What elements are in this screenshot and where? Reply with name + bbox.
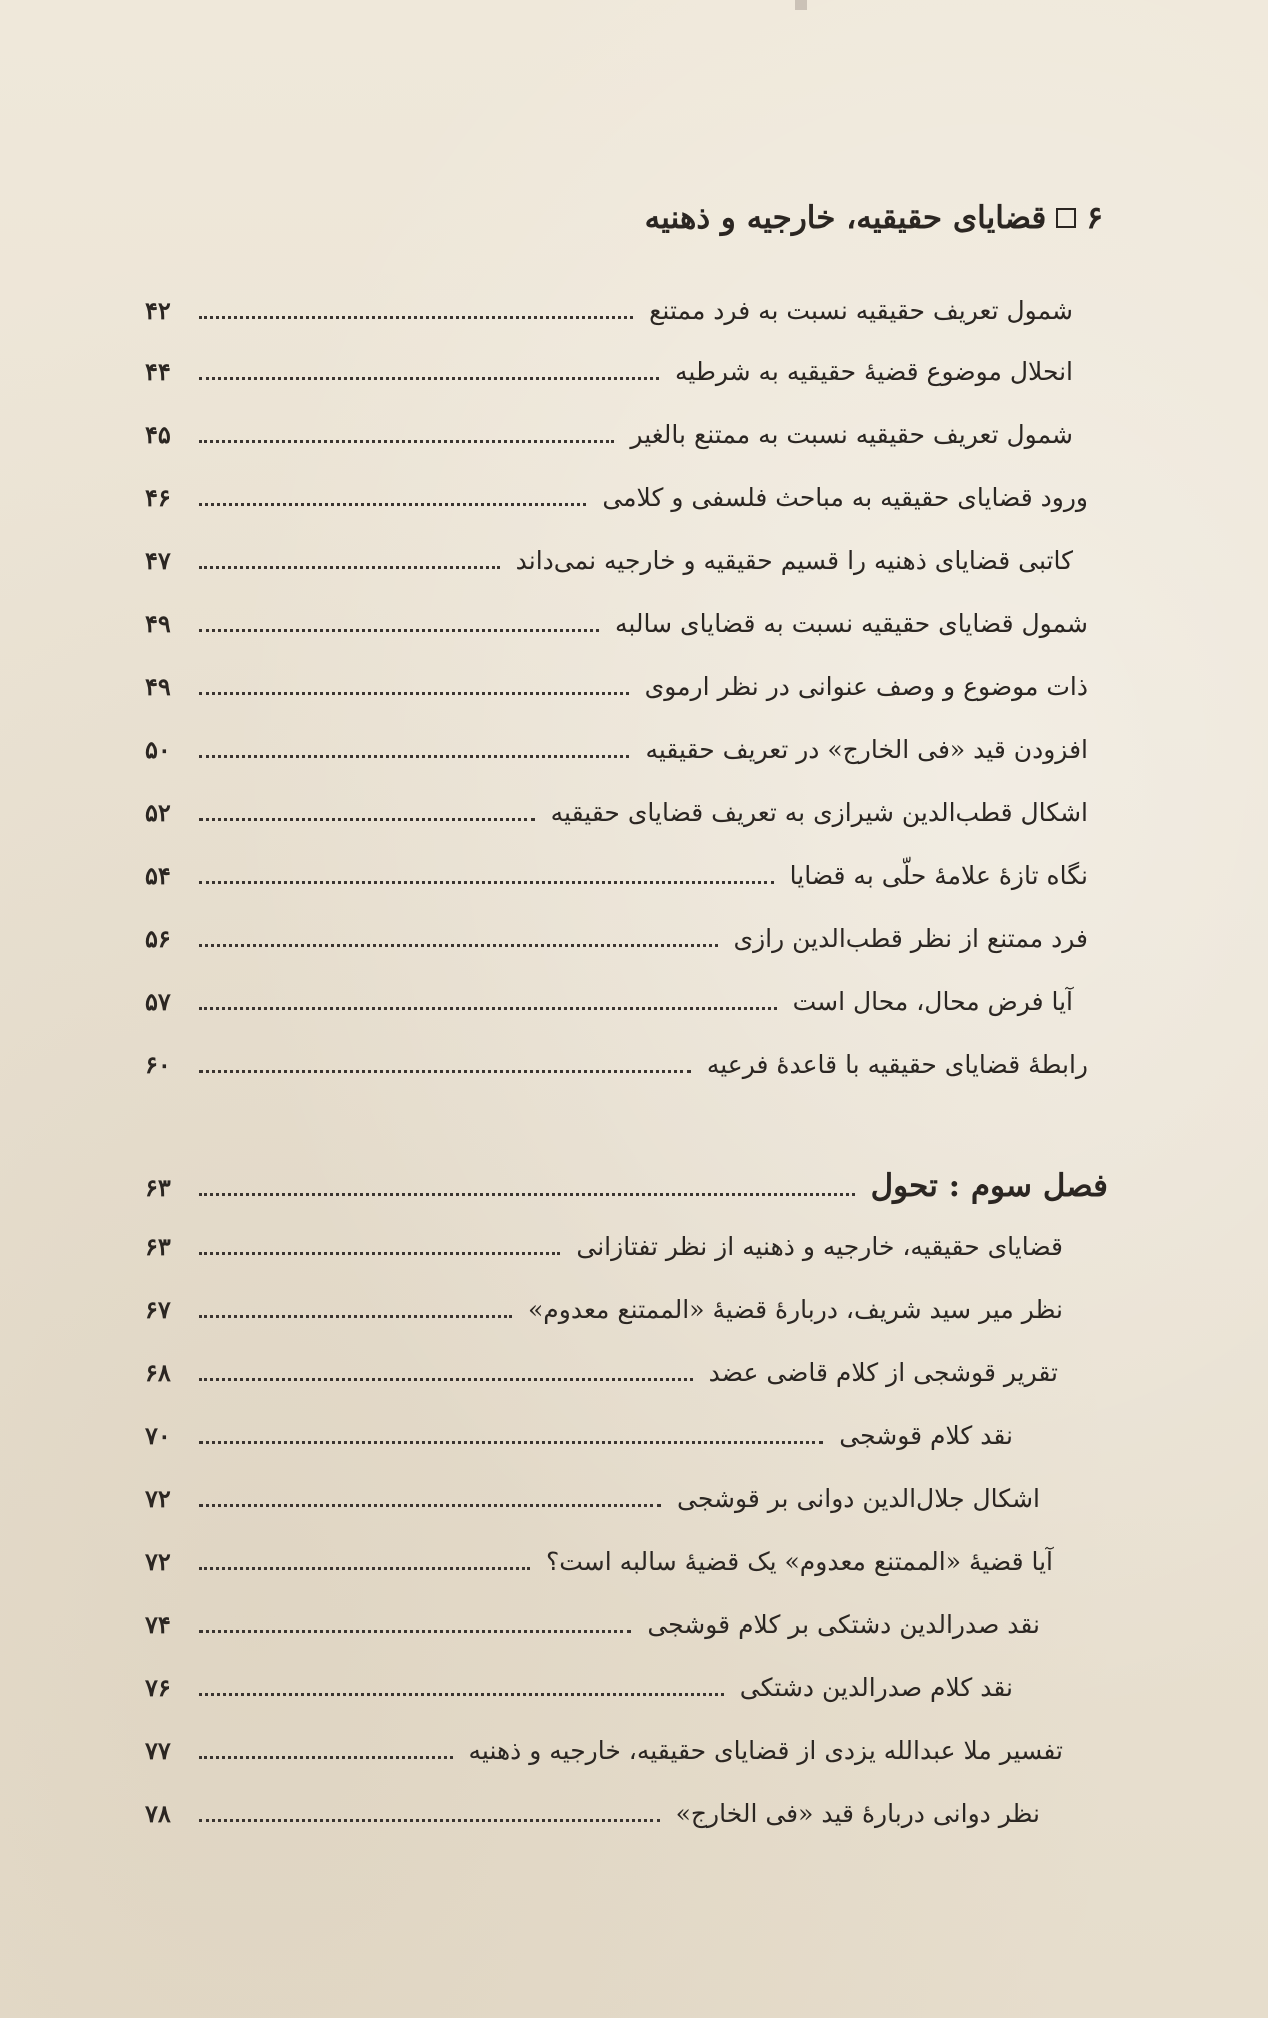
dot-leader xyxy=(199,1251,560,1255)
toc-entry xyxy=(145,1799,1040,1839)
toc-entry xyxy=(145,924,1088,964)
toc-entry xyxy=(145,609,1088,649)
toc-entry-page: ۶۷ xyxy=(145,1295,171,1324)
toc-entry-page: ۴۴ xyxy=(145,357,171,386)
toc-entry-title: نقد کلام قوشجی xyxy=(839,1421,1013,1450)
toc-entry-title: شمول تعریف حقیقیه نسبت به فرد ممتنع xyxy=(649,296,1073,325)
toc-entry-title: افزودن قید «فی الخارج» در تعریف حقیقیه xyxy=(645,735,1088,764)
toc-entry xyxy=(145,1295,1063,1335)
toc-chapter-heading xyxy=(145,1168,1108,1208)
toc-entry-title: کاتبی قضایای ذهنیه را قسیم حقیقیه و خارجیه نمی‌داند xyxy=(515,546,1073,575)
toc-entry-title: تفسیر ملا عبدالله یزدی از قضایای حقیقیه، خارجیه و ذهنیه xyxy=(468,1736,1063,1765)
toc-entry-page: ۷۲ xyxy=(145,1484,171,1513)
chapter-title: فصل سوم : تحول xyxy=(870,1168,1108,1204)
toc-entry xyxy=(145,987,1073,1027)
square-outline-icon xyxy=(1056,208,1076,228)
header-book-title: قضایای حقیقیه، خارجیه و ذهنیه xyxy=(644,200,1047,236)
dot-leader xyxy=(199,1629,631,1633)
dot-leader xyxy=(199,1192,855,1196)
toc-entry-title: اشکال قطب‌الدین شیرازی به تعریف قضایای حقیقیه xyxy=(550,798,1088,827)
toc-entry-page: ۴۹ xyxy=(145,609,171,638)
dot-leader xyxy=(199,1503,661,1507)
toc-entry-page: ۶۳ xyxy=(145,1232,171,1261)
toc-entry xyxy=(145,735,1088,775)
toc-entry-page: ۶۸ xyxy=(145,1358,171,1387)
toc-entry-title: شمول تعریف حقیقیه نسبت به ممتنع بالغیر xyxy=(630,420,1073,449)
chapter-page: ۶۳ xyxy=(145,1173,171,1202)
dot-leader xyxy=(199,1440,823,1444)
toc-entry-page: ۷۷ xyxy=(145,1736,171,1765)
dot-leader xyxy=(199,439,614,443)
toc-entry xyxy=(145,546,1073,586)
toc-entry-page: ۷۶ xyxy=(145,1673,171,1702)
toc-entry xyxy=(145,798,1088,838)
dot-leader xyxy=(199,1692,724,1696)
toc-entry xyxy=(145,1484,1040,1524)
toc-entry xyxy=(145,1610,1040,1650)
dot-leader xyxy=(199,1566,530,1570)
dot-leader xyxy=(199,1818,660,1822)
toc-entry-title: آیا فرض محال، محال است xyxy=(792,987,1073,1016)
dot-leader xyxy=(199,754,629,758)
toc-entry-page: ۴۶ xyxy=(145,483,171,512)
toc-entry xyxy=(145,1673,1013,1713)
toc-entry-page: ۵۰ xyxy=(145,735,171,764)
toc-entry-page: ۷۴ xyxy=(145,1610,171,1639)
toc-entry xyxy=(145,1736,1063,1776)
toc-entry-page: ۵۲ xyxy=(145,798,171,827)
toc-entry-page: ۷۰ xyxy=(145,1421,171,1450)
toc-entry-page: ۶۰ xyxy=(145,1050,171,1079)
toc-entry xyxy=(145,1547,1053,1587)
toc-entry-title: قضایای حقیقیه، خارجیه و ذهنیه از نظر تفتازانی xyxy=(576,1232,1063,1261)
dot-leader xyxy=(199,817,535,821)
toc-entry xyxy=(145,861,1088,901)
toc-entry-title: ذات موضوع و وصف عنوانی در نظر ارموی xyxy=(644,672,1088,701)
toc-entry xyxy=(145,1421,1013,1461)
dot-leader xyxy=(199,1069,691,1073)
toc-entry-title: تقریر قوشجی از کلام قاضی عضد xyxy=(708,1358,1058,1387)
running-header xyxy=(645,200,1103,236)
toc-entry xyxy=(145,672,1088,712)
dot-leader xyxy=(199,502,586,506)
toc-entry-title: نظر میر سید شریف، دربارهٔ قضیهٔ «الممتنع معدوم» xyxy=(528,1295,1063,1324)
toc-entry-page: ۵۶ xyxy=(145,924,171,953)
toc-entry-title: آیا قضیهٔ «الممتنع معدوم» یک قضیهٔ سالبه است؟ xyxy=(545,1547,1053,1576)
toc-entry-title: نقد کلام صدرالدین دشتکی xyxy=(739,1673,1013,1702)
dot-leader xyxy=(199,376,659,380)
dot-leader xyxy=(199,1377,693,1381)
toc-entry-page: ۵۴ xyxy=(145,861,171,890)
dot-leader xyxy=(199,1755,453,1759)
toc-entry-page: ۷۲ xyxy=(145,1547,171,1576)
toc-entry-title: رابطهٔ قضایای حقیقیه با قاعدهٔ فرعیه xyxy=(706,1050,1088,1079)
toc-entry-page: ۴۷ xyxy=(145,546,171,575)
dot-leader xyxy=(199,691,629,695)
toc-entry-title: نظر دوانی دربارهٔ قید «فی الخارج» xyxy=(675,1799,1040,1828)
toc-entry-title: نگاه تازهٔ علامهٔ حلّی به قضایا xyxy=(789,861,1088,890)
toc-entry-title: نقد صدرالدین دشتکی بر کلام قوشجی xyxy=(647,1610,1040,1639)
dot-leader xyxy=(199,1006,777,1010)
dot-leader xyxy=(199,880,774,884)
toc-entry xyxy=(145,357,1073,397)
toc-entry-page: ۷۸ xyxy=(145,1799,171,1828)
dot-leader xyxy=(199,315,633,319)
dot-leader xyxy=(199,943,718,947)
toc-entry-title: اشکال جلال‌الدین دوانی بر قوشجی xyxy=(677,1484,1040,1513)
dot-leader xyxy=(199,628,599,632)
header-page-number: ۶ xyxy=(1086,200,1103,236)
toc-entry-title: ورود قضایای حقیقیه به مباحث فلسفی و کلامی xyxy=(602,483,1088,512)
toc-entry xyxy=(145,296,1073,336)
toc-entry-page: ۴۵ xyxy=(145,420,171,449)
toc-entry xyxy=(145,1232,1063,1272)
page-mark xyxy=(795,0,807,10)
toc-entry xyxy=(145,1050,1088,1090)
toc-entry xyxy=(145,483,1088,523)
toc-entry xyxy=(145,1358,1058,1398)
dot-leader xyxy=(199,565,500,569)
toc-entry-title: انحلال موضوع قضیهٔ حقیقیه به شرطیه xyxy=(675,357,1073,386)
toc-entry-page: ۴۹ xyxy=(145,672,171,701)
dot-leader xyxy=(199,1314,512,1318)
toc-entry-title: شمول قضایای حقیقیه نسبت به قضایای سالبه xyxy=(614,609,1088,638)
toc-entry xyxy=(145,420,1073,460)
toc-entry-title: فرد ممتنع از نظر قطب‌الدین رازی xyxy=(733,924,1088,953)
toc-entry-page: ۴۲ xyxy=(145,296,171,325)
toc-entry-page: ۵۷ xyxy=(145,987,171,1016)
